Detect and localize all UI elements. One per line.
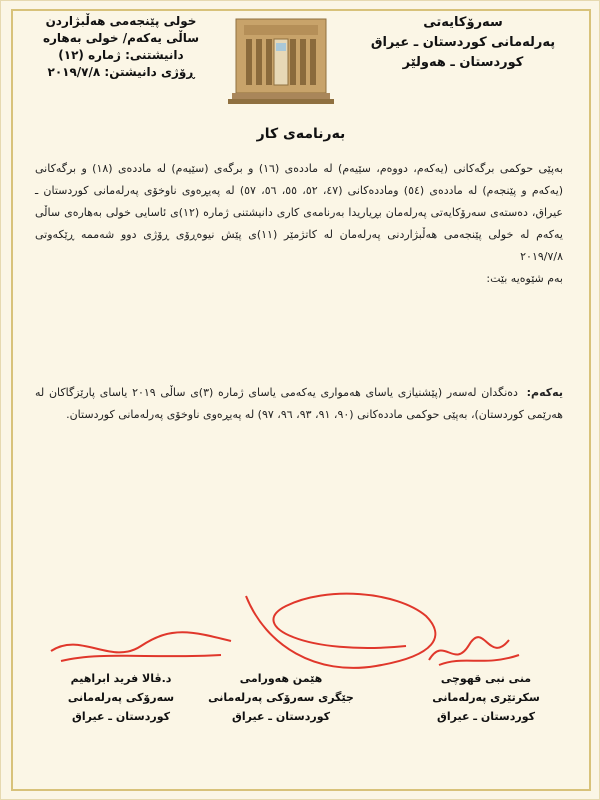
institution-line-3: کوردستان ـ هەولێر bbox=[402, 55, 524, 70]
body-paragraph-closing: بەم شێوەیە بێت: bbox=[486, 272, 563, 285]
signatory-place: کوردستان ـ عیراق bbox=[437, 710, 535, 723]
session-line-1: خولی پێنجەمی هەڵبژاردن bbox=[45, 14, 197, 28]
signatory-role: سکرتێری پەرلەمانی bbox=[432, 691, 540, 704]
signatory-name: هێمن هەورامی bbox=[239, 672, 323, 685]
signatory-name: منی نبی قهوچی bbox=[440, 672, 532, 685]
institution-line-2: پەرلەمانی کوردستان ـ عیراق bbox=[370, 35, 556, 50]
signature-block-deputy bbox=[201, 669, 361, 726]
agenda-item-lead: یەکەم: bbox=[526, 386, 563, 399]
session-line-2: ساڵی یەکەم/ خولی بەهارە bbox=[42, 31, 200, 45]
signatory-role: سەرۆکی پەرلەمانی bbox=[67, 691, 175, 704]
document-body bbox=[35, 158, 563, 290]
agenda-item-text: دەنگدان لەسەر (پێشنیازی یاسای هەمواری یەکەمی یاسای ژمارە (٣)ی ساڵی ٢٠١٩ یاسای پارێزگاکان لە هەرێمی کوردستان)، بەپێی حوکمی ماددەکانی (٩٠، ٩١، ٩٣، ٩٦، ٩٧) لە پەیڕەوی ناوخۆی پەرلەمانی کوردستان. bbox=[35, 386, 563, 421]
session-line-3: دانیشتنی: ژمارە (١٢) bbox=[58, 48, 184, 62]
parliament-building-logo bbox=[226, 11, 336, 111]
institution-line-1: سەرۆکایەتی bbox=[423, 15, 503, 30]
signatory-role: جێگری سەرۆکی پەرلەمانی bbox=[208, 691, 354, 704]
session-info bbox=[31, 13, 211, 81]
signature-block-secretary bbox=[406, 669, 566, 726]
signatory-place: کوردستان ـ عیراق bbox=[72, 710, 170, 723]
agenda-item bbox=[35, 382, 563, 426]
signatory-place: کوردستان ـ عیراق bbox=[232, 710, 330, 723]
institution-header bbox=[363, 13, 563, 73]
signature-block-speaker bbox=[41, 669, 201, 726]
signatory-name: د.ڤالا فرید ابراهیم bbox=[70, 672, 172, 685]
document-title: بەرنامەی کار bbox=[256, 126, 346, 142]
body-paragraph: بەپێی حوکمی برگەکانی (یەکەم، دووەم، سێیەم) لە ماددەی (١٦) و برگەی (سێیەم) لە ماددەی (١٨) و برگەکانی (یەکەم و پێنجەم) لە ماددەی (٥٤) وماددەکانی (٤٧، ٥٢، ٥٥، ٥٦، ٥٧) لە پەیڕەوی ناوخۆی پەرلەمانی کوردستان ـ عیراق، دەستەی سەرۆکایەتی پەرلەمان بڕیاریدا بەرنامەی کاری دانیشتنی ژمارە (١٢)ی ئاسایی خولی بەهارەی ساڵی یەکەم لە خولی پێنجەمی هەڵبژاردنی پەرلەمان لە کاتژمێر (١١)ی پێش نیوەڕۆی ڕۆژی دوو شەممە ڕێکەوتی ٢٠١٩/٧/٨ bbox=[35, 162, 564, 263]
session-line-4: ڕۆژی دانیشتن: ٢٠١٩/٧/٨ bbox=[47, 65, 195, 79]
